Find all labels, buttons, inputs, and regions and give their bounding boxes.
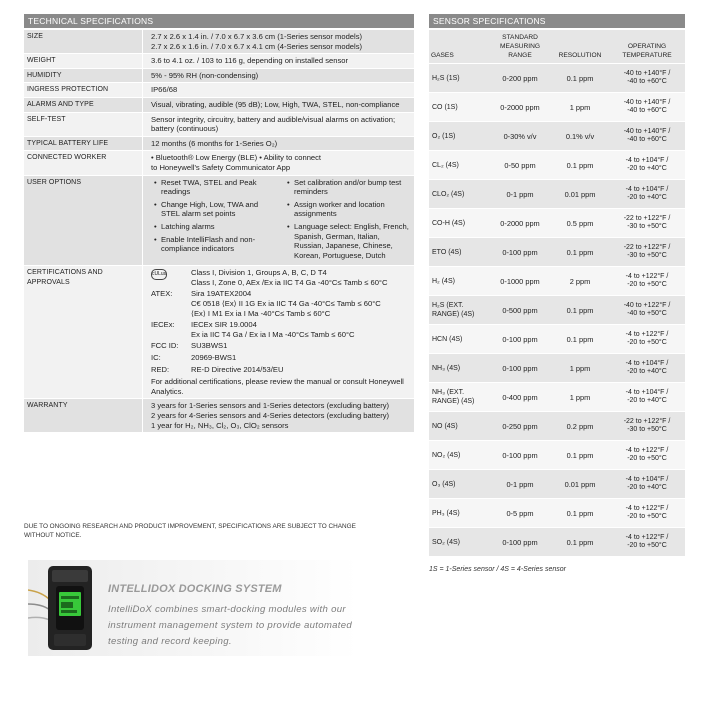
cert-value <box>191 353 411 363</box>
spec-line: 2.7 x 2.6 x 1.6 in. / 7.0 x 6.7 x 4.1 cm (4-Series sensor models) <box>151 41 363 51</box>
temp-line: -20 to +40°C <box>627 194 667 201</box>
temp-line: -4 to +104°F / <box>625 388 669 396</box>
sensor-resolution: 0.1 ppm <box>551 296 609 325</box>
sensor-temperature <box>609 267 685 296</box>
cert-entry <box>151 353 411 363</box>
temp-line: -40 to +60°C <box>627 78 667 85</box>
sensor-resolution: 0.1 ppm <box>551 499 609 528</box>
cert-entry <box>151 320 411 339</box>
spec-row <box>24 136 414 151</box>
temp-line: -20 to +40°C <box>627 368 667 375</box>
docking-description: IntelliDoX combines smart-docking modules with our instrument management system to provide automated testing and record keeping. <box>108 604 352 647</box>
cert-key: IECEx: <box>151 320 175 330</box>
cert-line: Ex ia IIC T4 Ga / Ex ia I Ma -40°C≤ Tamb ≤ 60°C <box>191 329 355 339</box>
spec-value <box>143 54 415 69</box>
disclaimer-note: DUE TO ONGOING RESEARCH AND PRODUCT IMPROVEMENT, SPECIFICATIONS ARE SUBJECT TO CHANGE WITHOUT NOTICE. <box>24 523 356 539</box>
sensor-gas: CLO₂ (4S) <box>429 180 489 209</box>
sensor-spec-table <box>429 30 685 557</box>
cert-value <box>191 341 411 351</box>
spec-line: 2.7 x 2.6 x 1.4 in. / 7.0 x 6.7 x 3.6 cm (1-Series sensor models) <box>151 32 363 41</box>
sensor-row <box>429 180 685 209</box>
temp-line: -30 to +50°C <box>627 223 667 230</box>
cert-line: Class I, Zone 0, AEx /Ex ia IIC T4 Ga -40°C≤ Tamb ≤ 60°C <box>191 277 388 287</box>
temp-line: -20 to +40°C <box>627 165 667 172</box>
sensor-row <box>429 238 685 267</box>
temp-line: -20 to +50°C <box>627 513 667 520</box>
sensor-resolution: 1 ppm <box>551 93 609 122</box>
user-option-item: • Reset TWA, STEL and Peak readings <box>161 178 278 197</box>
warranty-line: 1 year for H₂, NH₃, Cl₂, O₃, ClO₂ sensors <box>151 420 289 430</box>
spec-label: SELF-TEST <box>24 112 143 136</box>
col-resolution: RESOLUTION <box>551 30 609 64</box>
sensor-range: 0-2000 ppm <box>489 209 551 238</box>
spec-label: WEIGHT <box>24 54 143 69</box>
spec-label: CONNECTED WORKER <box>24 151 143 175</box>
spec-value <box>143 83 415 98</box>
sensor-resolution: 1 ppm <box>551 383 609 412</box>
sensor-resolution: 0.5 ppm <box>551 209 609 238</box>
temp-line: -4 to +104°F / <box>625 156 669 164</box>
sensor-temperature <box>609 412 685 441</box>
user-option-item: • Enable IntelliFlash and non-compliance indicators <box>161 235 278 254</box>
sensor-row <box>429 354 685 383</box>
sensor-gas: ETO (4S) <box>429 238 489 267</box>
spec-line: Sensor integrity, circuitry, battery and audible/visual alarms on activation; <box>151 114 396 124</box>
spec-value <box>143 68 415 83</box>
sensor-range: 0-100 ppm <box>489 325 551 354</box>
spec-line: 5% - 95% RH (non-condensing) <box>151 70 259 80</box>
sensor-resolution: 0.1% v/v <box>551 122 609 151</box>
sensor-temperature <box>609 93 685 122</box>
cert-line: ⟨Ex⟩ I M1 Ex ia I Ma -40°C≤ Tamb ≤ 60°C <box>191 308 331 318</box>
spec-line: • Bluetooth® Low Energy (BLE) • Ability to connect <box>151 153 322 163</box>
temp-line: -30 to +50°C <box>627 426 667 433</box>
user-option-item: • Language select: English, French, Spanish, German, Italian, Russian, Japanese, Chinese, Korean, Portuguese, Dutch <box>294 222 411 260</box>
sensor-row <box>429 412 685 441</box>
cert-entry <box>151 289 411 318</box>
sensor-range: 0-100 ppm <box>489 354 551 383</box>
sensor-gas: CL₂ (4S) <box>429 151 489 180</box>
cert-entry <box>151 268 411 287</box>
sensor-temperature <box>609 354 685 383</box>
sensor-range: 0-1000 ppm <box>489 267 551 296</box>
sensor-range: 0-30% v/v <box>489 122 551 151</box>
cert-key: FCC ID: <box>151 341 179 351</box>
cert-value <box>191 365 411 375</box>
sensor-temperature <box>609 180 685 209</box>
sensor-gas: H₂S (1S) <box>429 64 489 93</box>
spec-value <box>143 175 415 266</box>
spec-label: CERTIFICATIONS AND APPROVALS <box>24 266 143 399</box>
sensor-resolution: 0.1 ppm <box>551 441 609 470</box>
sensor-row <box>429 499 685 528</box>
sensor-row <box>429 64 685 93</box>
sensor-range: 0-100 ppm <box>489 238 551 267</box>
temp-line: -40 to +60°C <box>627 107 667 114</box>
sensor-range: 0-250 ppm <box>489 412 551 441</box>
temp-line: -20 to +40°C <box>627 484 667 491</box>
docking-title: INTELLIDOX DOCKING SYSTEM <box>108 583 282 595</box>
spec-label: INGRESS PROTECTION <box>24 83 143 98</box>
temp-line: -40 to +50°C <box>627 310 667 317</box>
user-option-item: • Change High, Low, TWA and STEL alarm set points <box>161 200 278 219</box>
sensor-range: 0-50 ppm <box>489 151 551 180</box>
cert-entry <box>151 341 411 351</box>
cert-entry <box>151 365 411 375</box>
sensor-range: 0-100 ppm <box>489 528 551 557</box>
warranty-line: 3 years for 1-Series sensors and 1-Series detectors (excluding battery) <box>151 401 390 411</box>
spec-label: SIZE <box>24 30 143 54</box>
sensor-resolution: 2 ppm <box>551 267 609 296</box>
sensor-row <box>429 296 685 325</box>
sensor-row <box>429 122 685 151</box>
spec-row <box>24 30 414 54</box>
sensor-temperature <box>609 122 685 151</box>
sensor-resolution: 0.01 ppm <box>551 180 609 209</box>
sensor-row <box>429 151 685 180</box>
cert-footer: For additional certifications, please review the manual or consult Honeywell Analytics. <box>151 377 404 396</box>
temp-line: -20 to +50°C <box>627 455 667 462</box>
cert-key: RED: <box>151 364 170 374</box>
temp-line: -20 to +50°C <box>627 542 667 549</box>
sensor-resolution: 0.1 ppm <box>551 151 609 180</box>
sensor-resolution: 0.01 ppm <box>551 470 609 499</box>
sensor-resolution: 0.1 ppm <box>551 64 609 93</box>
sensor-temperature <box>609 325 685 354</box>
sensor-temperature <box>609 441 685 470</box>
cert-value <box>191 268 411 287</box>
sensor-range: 0-100 ppm <box>489 441 551 470</box>
sensor-gas: SO₂ (4S) <box>429 528 489 557</box>
sensor-temperature <box>609 209 685 238</box>
cert-value <box>191 289 411 318</box>
col-temperature: OPERATING TEMPERATURE <box>609 30 685 64</box>
sensor-row <box>429 325 685 354</box>
sensor-range: 0-200 ppm <box>489 64 551 93</box>
sensor-temperature <box>609 499 685 528</box>
sensor-row <box>429 93 685 122</box>
temp-line: -40 to +122°F / <box>623 301 671 309</box>
cert-line: RE-D Directive 2014/53/EU <box>191 364 284 374</box>
sensor-range: 0-1 ppm <box>489 470 551 499</box>
ul-certification-mark <box>151 268 191 287</box>
temp-line: -30 to +50°C <box>627 252 667 259</box>
spec-row-certifications <box>24 266 414 399</box>
spec-label: WARRANTY <box>24 399 143 433</box>
spec-value <box>143 136 415 151</box>
spec-row <box>24 54 414 69</box>
sensor-resolution: 0.2 ppm <box>551 412 609 441</box>
sensor-gas: NO₂ (4S) <box>429 441 489 470</box>
temp-line: -22 to +122°F / <box>623 214 671 222</box>
sensor-temperature <box>609 151 685 180</box>
sensor-gas: H₂ (4S) <box>429 267 489 296</box>
sensor-row <box>429 528 685 557</box>
spec-line: to Honeywell's Safety Communicator App <box>151 162 291 172</box>
user-option-item: • Set calibration and/or bump test reminders <box>294 178 411 197</box>
sensor-temperature <box>609 296 685 325</box>
col-range: STANDARD MEASURING RANGE <box>489 30 551 64</box>
cert-line: SU3BWS1 <box>191 341 228 351</box>
spec-line: 3.6 to 4.1 oz. / 103 to 116 g, depending on installed sensor <box>151 56 349 66</box>
sensor-gas: CO-H (4S) <box>429 209 489 238</box>
temp-line: -22 to +122°F / <box>623 243 671 251</box>
spec-line: IP66/68 <box>151 85 178 95</box>
cert-key: IC: <box>151 353 161 363</box>
sensor-range: 0-5 ppm <box>489 499 551 528</box>
temp-line: -4 to +104°F / <box>625 185 669 193</box>
spec-line: 12 months (6 months for 1-Series O₂) <box>151 138 278 148</box>
spec-value <box>143 112 415 136</box>
sensor-resolution: 0.1 ppm <box>551 238 609 267</box>
sensor-spec-header: SENSOR SPECIFICATIONS <box>429 14 685 28</box>
tech-spec-table <box>24 30 414 433</box>
sensor-range: 0-1 ppm <box>489 180 551 209</box>
sensor-resolution: 0.1 ppm <box>551 528 609 557</box>
warranty-line: 2 years for 4-Series sensors and 4-Series detectors (excluding battery) <box>151 411 390 420</box>
sensor-temperature <box>609 383 685 412</box>
spec-label: ALARMS AND TYPE <box>24 97 143 112</box>
temp-line: -20 to +50°C <box>627 339 667 346</box>
ul-mark-icon: cULus <box>151 269 167 280</box>
sensor-temperature <box>609 470 685 499</box>
spec-label: HUMIDITY <box>24 68 143 83</box>
sensor-gas: PH₃ (4S) <box>429 499 489 528</box>
spec-row-warranty <box>24 399 414 433</box>
sensor-temperature <box>609 64 685 93</box>
spec-line: battery (continuous) <box>151 124 219 134</box>
col-gases: GASES <box>429 30 489 64</box>
temp-line: -20 to +50°C <box>627 281 667 288</box>
spec-value <box>143 266 415 399</box>
spec-row <box>24 97 414 112</box>
sensor-row <box>429 383 685 412</box>
spec-value <box>143 399 415 433</box>
spec-row <box>24 151 414 175</box>
sensor-gas: O₂ (1S) <box>429 122 489 151</box>
sensor-row <box>429 209 685 238</box>
sensor-resolution: 0.1 ppm <box>551 325 609 354</box>
user-option-item: • Assign worker and location assignments <box>294 200 411 219</box>
cert-value <box>191 320 411 339</box>
cert-key: ATEX: <box>151 289 173 299</box>
sensor-range: 0-400 ppm <box>489 383 551 412</box>
tech-spec-header: TECHNICAL SPECIFICATIONS <box>24 14 414 28</box>
spec-row-user-options <box>24 175 414 266</box>
user-options-left <box>151 178 278 264</box>
temp-line: -4 to +122°F / <box>625 330 669 338</box>
temp-line: -4 to +122°F / <box>625 272 669 280</box>
spec-line: Visual, vibrating, audible (95 dB); Low, High, TWA, STEL, non-compliance <box>151 99 400 109</box>
temp-line: -4 to +122°F / <box>625 533 669 541</box>
sensor-temperature <box>609 528 685 557</box>
spec-value <box>143 151 415 175</box>
cert-line: Sira 19ATEX2004 <box>191 289 252 299</box>
sensor-gas: HCN (4S) <box>429 325 489 354</box>
temp-line: -40 to +140°F / <box>623 127 671 135</box>
temp-line: -4 to +122°F / <box>625 504 669 512</box>
temp-line: -4 to +104°F / <box>625 359 669 367</box>
sensor-gas: H₂S (EXT. RANGE) (4S) <box>429 296 489 325</box>
spec-row <box>24 112 414 136</box>
cert-line: C€ 0518 ⟨Ex⟩ II 1G Ex ia IIC T4 Ga -40°C≤ Tamb ≤ 60°C <box>191 299 381 309</box>
cert-line: Class I, Division 1, Groups A, B, C, D T4 <box>191 268 327 278</box>
sensor-row <box>429 470 685 499</box>
cert-line: 20969-BWS1 <box>191 353 237 363</box>
spec-label: TYPICAL BATTERY LIFE <box>24 136 143 151</box>
sensor-gas: NO (4S) <box>429 412 489 441</box>
sensor-temperature <box>609 238 685 267</box>
temp-line: -22 to +122°F / <box>623 417 671 425</box>
cert-line: IECEx SIR 19.0004 <box>191 320 257 330</box>
temp-line: -40 to +60°C <box>627 136 667 143</box>
sensor-gas: CO (1S) <box>429 93 489 122</box>
sensor-gas: NH₃ (EXT. RANGE) (4S) <box>429 383 489 412</box>
spec-label: USER OPTIONS <box>24 175 143 266</box>
sensor-range: 0-500 ppm <box>489 296 551 325</box>
temp-line: -4 to +122°F / <box>625 446 669 454</box>
sensor-resolution: 1 ppm <box>551 354 609 383</box>
user-options-right <box>284 178 411 264</box>
spec-value <box>143 97 415 112</box>
sensor-row <box>429 441 685 470</box>
spec-row <box>24 68 414 83</box>
sensor-range: 0-2000 ppm <box>489 93 551 122</box>
user-option-item: • Latching alarms <box>161 222 278 232</box>
temp-line: -40 to +140°F / <box>623 98 671 106</box>
sensor-row <box>429 267 685 296</box>
spec-value <box>143 30 415 54</box>
temp-line: -20 to +40°C <box>627 397 667 404</box>
temp-line: -40 to +140°F / <box>623 69 671 77</box>
sensor-footnote: 1S = 1-Series sensor / 4S = 4-Series sensor <box>429 566 566 573</box>
temp-line: -4 to +104°F / <box>625 475 669 483</box>
spec-row <box>24 83 414 98</box>
sensor-gas: NH₃ (4S) <box>429 354 489 383</box>
sensor-gas: O₃ (4S) <box>429 470 489 499</box>
